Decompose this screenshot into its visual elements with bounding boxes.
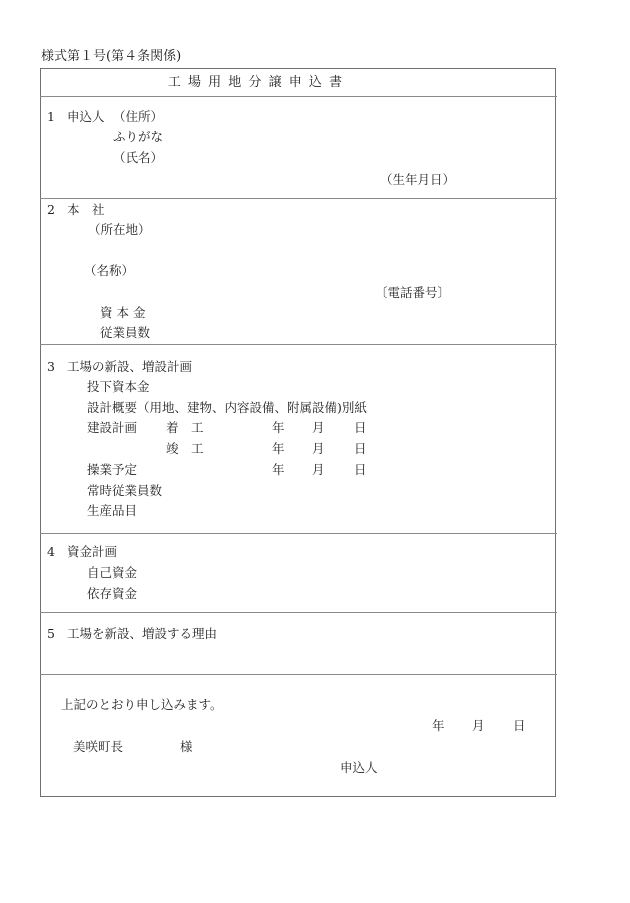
products-label[interactable]: 生産品目 (87, 503, 138, 518)
operation-day[interactable]: 日 (354, 462, 367, 477)
start-day[interactable]: 日 (354, 420, 367, 435)
operation-label: 操業予定 (87, 462, 138, 477)
phone-label[interactable]: 〔電話番号〕 (375, 285, 451, 300)
start-month[interactable]: 月 (312, 420, 325, 435)
form-title: 工場用地分譲申込書 (167, 75, 350, 90)
completion-day[interactable]: 日 (354, 441, 367, 456)
design-overview-label: 設計概要（用地、建物、内容設備、附属設備)別紙 (87, 400, 367, 415)
section-number: 3 (47, 359, 55, 374)
start-year[interactable]: 年 (272, 420, 285, 435)
employees-label[interactable]: 従業員数 (100, 325, 151, 340)
divider (40, 96, 557, 97)
applicant-label[interactable]: 申込人 (340, 760, 378, 775)
divider (40, 533, 557, 534)
section-label: 申込人 (67, 109, 105, 124)
completion-month[interactable]: 月 (312, 441, 325, 456)
divider (40, 674, 557, 675)
closing-month[interactable]: 月 (472, 718, 485, 733)
section-number: 1 (47, 109, 55, 124)
completion-label: 竣 工 (166, 441, 204, 456)
completion-year[interactable]: 年 (272, 441, 285, 456)
start-label: 着 工 (166, 420, 204, 435)
furigana-label[interactable]: ふりがな (113, 129, 164, 144)
section-label[interactable]: 工場を新設、増設する理由 (67, 626, 218, 641)
form-reference: 様式第１号(第４条関係) (41, 49, 182, 64)
company-name-label[interactable]: （名称） (84, 263, 135, 278)
birthdate-label[interactable]: （生年月日） (380, 172, 456, 187)
construction-plan-label: 建設計画 (87, 420, 138, 435)
regular-employees-label[interactable]: 常時従業員数 (87, 483, 163, 498)
capital-label[interactable]: 資 本 金 (100, 305, 146, 320)
location-label[interactable]: （所在地） (88, 222, 151, 237)
borrowed-funds-label[interactable]: 依存資金 (87, 586, 138, 601)
closing-day[interactable]: 日 (513, 718, 526, 733)
investment-label[interactable]: 投下資本金 (87, 379, 150, 394)
section-label: 資金計画 (67, 544, 118, 559)
section-label: 本 社 (67, 202, 105, 217)
addressee: 美咲町長 (73, 739, 124, 754)
divider (40, 198, 557, 199)
section-number: 5 (47, 626, 55, 641)
closing-statement: 上記のとおり申し込みます。 (61, 697, 223, 712)
operation-year[interactable]: 年 (272, 462, 285, 477)
operation-month[interactable]: 月 (312, 462, 325, 477)
own-funds-label[interactable]: 自己資金 (87, 565, 138, 580)
name-label[interactable]: （氏名） (113, 150, 164, 165)
address-label[interactable]: （住所） (113, 109, 164, 124)
section-label: 工場の新設、増設計画 (67, 359, 193, 374)
closing-year[interactable]: 年 (432, 718, 445, 733)
honorific: 様 (180, 739, 193, 754)
section-number: 4 (47, 544, 55, 559)
divider (40, 344, 557, 345)
section-number: 2 (47, 202, 55, 217)
divider (40, 612, 557, 613)
